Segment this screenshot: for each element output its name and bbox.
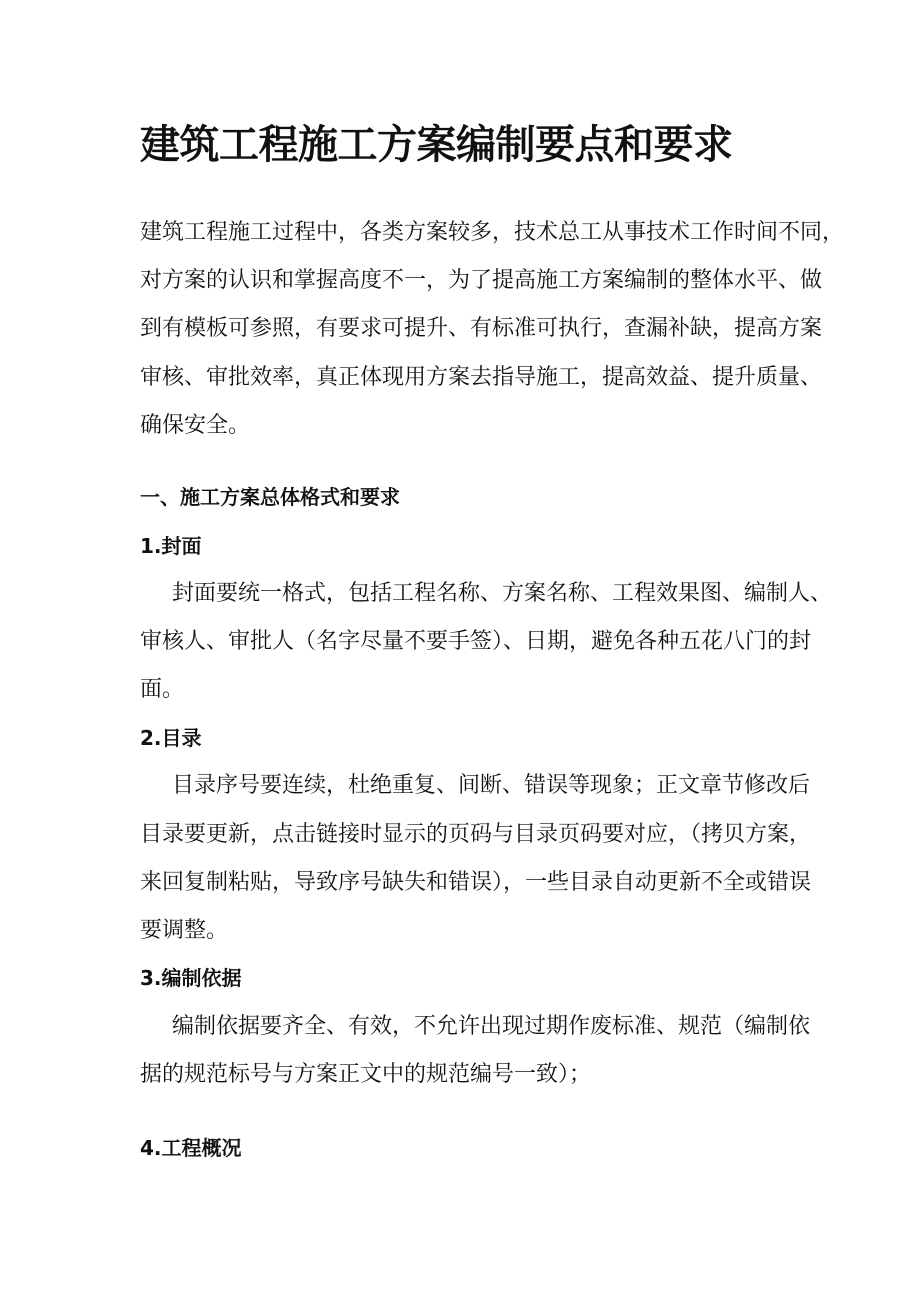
cover-heading: 1.封面 xyxy=(140,534,202,558)
intro-line: 对方案的认识和掌握高度不一，为了提高施工方案编制的整体水平、做 xyxy=(140,268,823,293)
paragraph-line: 据的规范标号与方案正文中的规范编号一致）； xyxy=(140,1062,592,1087)
paragraph-line: 编制依据要齐全、有效，不允许出现过期作废标准、规范（编制依 xyxy=(172,1014,811,1039)
overview-heading: 4.工程概况 xyxy=(140,1136,242,1160)
paragraph-line: 目录要更新，点击链接时显示的页码与目录页码要对应，（拷贝方案， xyxy=(140,822,812,847)
paragraph-line: 封面要统一格式，包括工程名称、方案名称、工程效果图、编制人、 xyxy=(172,581,833,606)
paragraph-line: 目录序号要连续，杜绝重复、间断、错误等现象；正文章节修改后 xyxy=(172,773,811,798)
intro-line: 到有模板可参照，有要求可提升、有标准可执行，查漏补缺，提高方案 xyxy=(140,316,823,341)
paragraph-line: 面。 xyxy=(140,677,185,702)
section-heading: 一、施工方案总体格式和要求 xyxy=(140,485,400,509)
paragraph-line: 来回复制粘贴，导致序号缺失和错误），一些目录自动更新不全或错误 xyxy=(140,870,812,895)
basis-heading: 3.编制依据 xyxy=(140,966,242,990)
intro-line: 确保安全。 xyxy=(140,413,251,438)
document-title: 建筑工程施工方案编制要点和要求 xyxy=(140,122,733,168)
paragraph-line: 审核人、审批人（名字尽量不要手签）、日期，避免各种五花八门的封 xyxy=(140,629,812,654)
intro-line: 审核、审批效率，真正体现用方案去指导施工，提高效益、提升质量、 xyxy=(140,365,823,390)
toc-heading: 2.目录 xyxy=(140,726,202,750)
intro-line: 建筑工程施工过程中，各类方案较多，技术总工从事技术工作时间不同， xyxy=(140,220,845,245)
paragraph-line: 要调整。 xyxy=(140,918,229,943)
